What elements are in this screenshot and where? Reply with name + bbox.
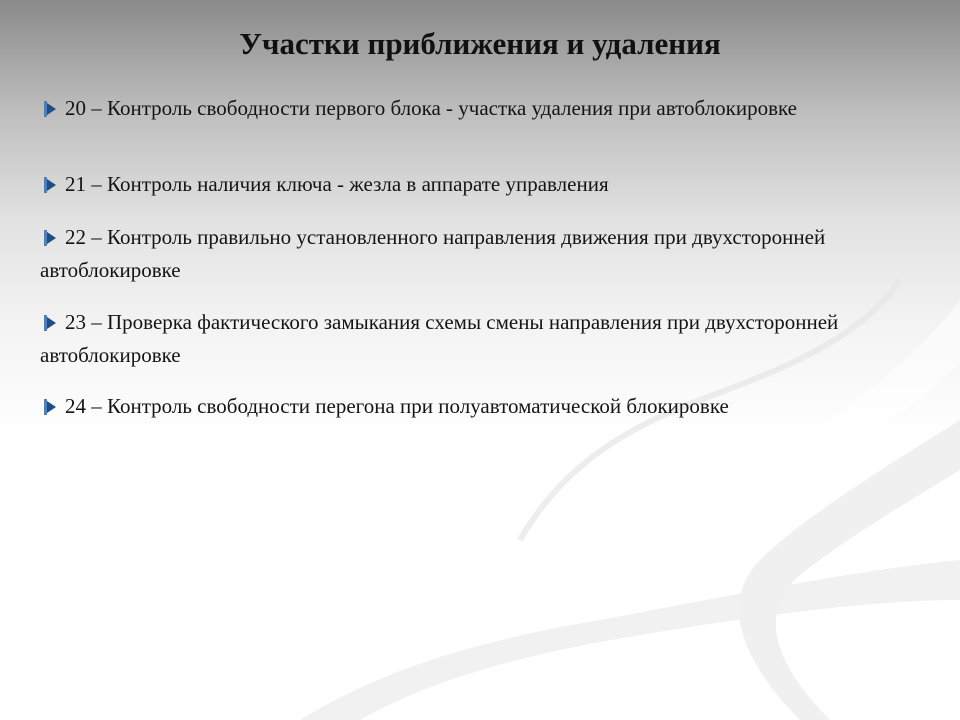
bullet-text: 20 – Контроль свободности первого блока - участка удаления при автоблокировке (65, 96, 798, 120)
bullet-item (40, 390, 940, 423)
bullet-item (40, 221, 940, 287)
triangle-bullet-icon (44, 101, 56, 117)
triangle-bullet-icon (44, 315, 56, 331)
bullet-text: 21 – Контроль наличия ключа - жезла в аппарате управления (65, 172, 609, 196)
bullet-item (40, 306, 940, 372)
triangle-bullet-icon (44, 230, 56, 246)
triangle-bullet-icon (44, 177, 56, 193)
bullet-text: 23 – Проверка фактического замыкания схемы смены направления при двухсторонней автоблокировке (40, 310, 839, 367)
bullet-text: 22 – Контроль правильно установленного направления движения при двухсторонней автоблокировке (40, 225, 826, 282)
bullet-item (40, 168, 940, 201)
bullet-item (40, 92, 940, 125)
bullet-text: 24 – Контроль свободности перегона при полуавтоматической блокировке (65, 394, 729, 418)
slide-title: Участки приближения и удаления (239, 26, 721, 61)
triangle-bullet-icon (44, 399, 56, 415)
